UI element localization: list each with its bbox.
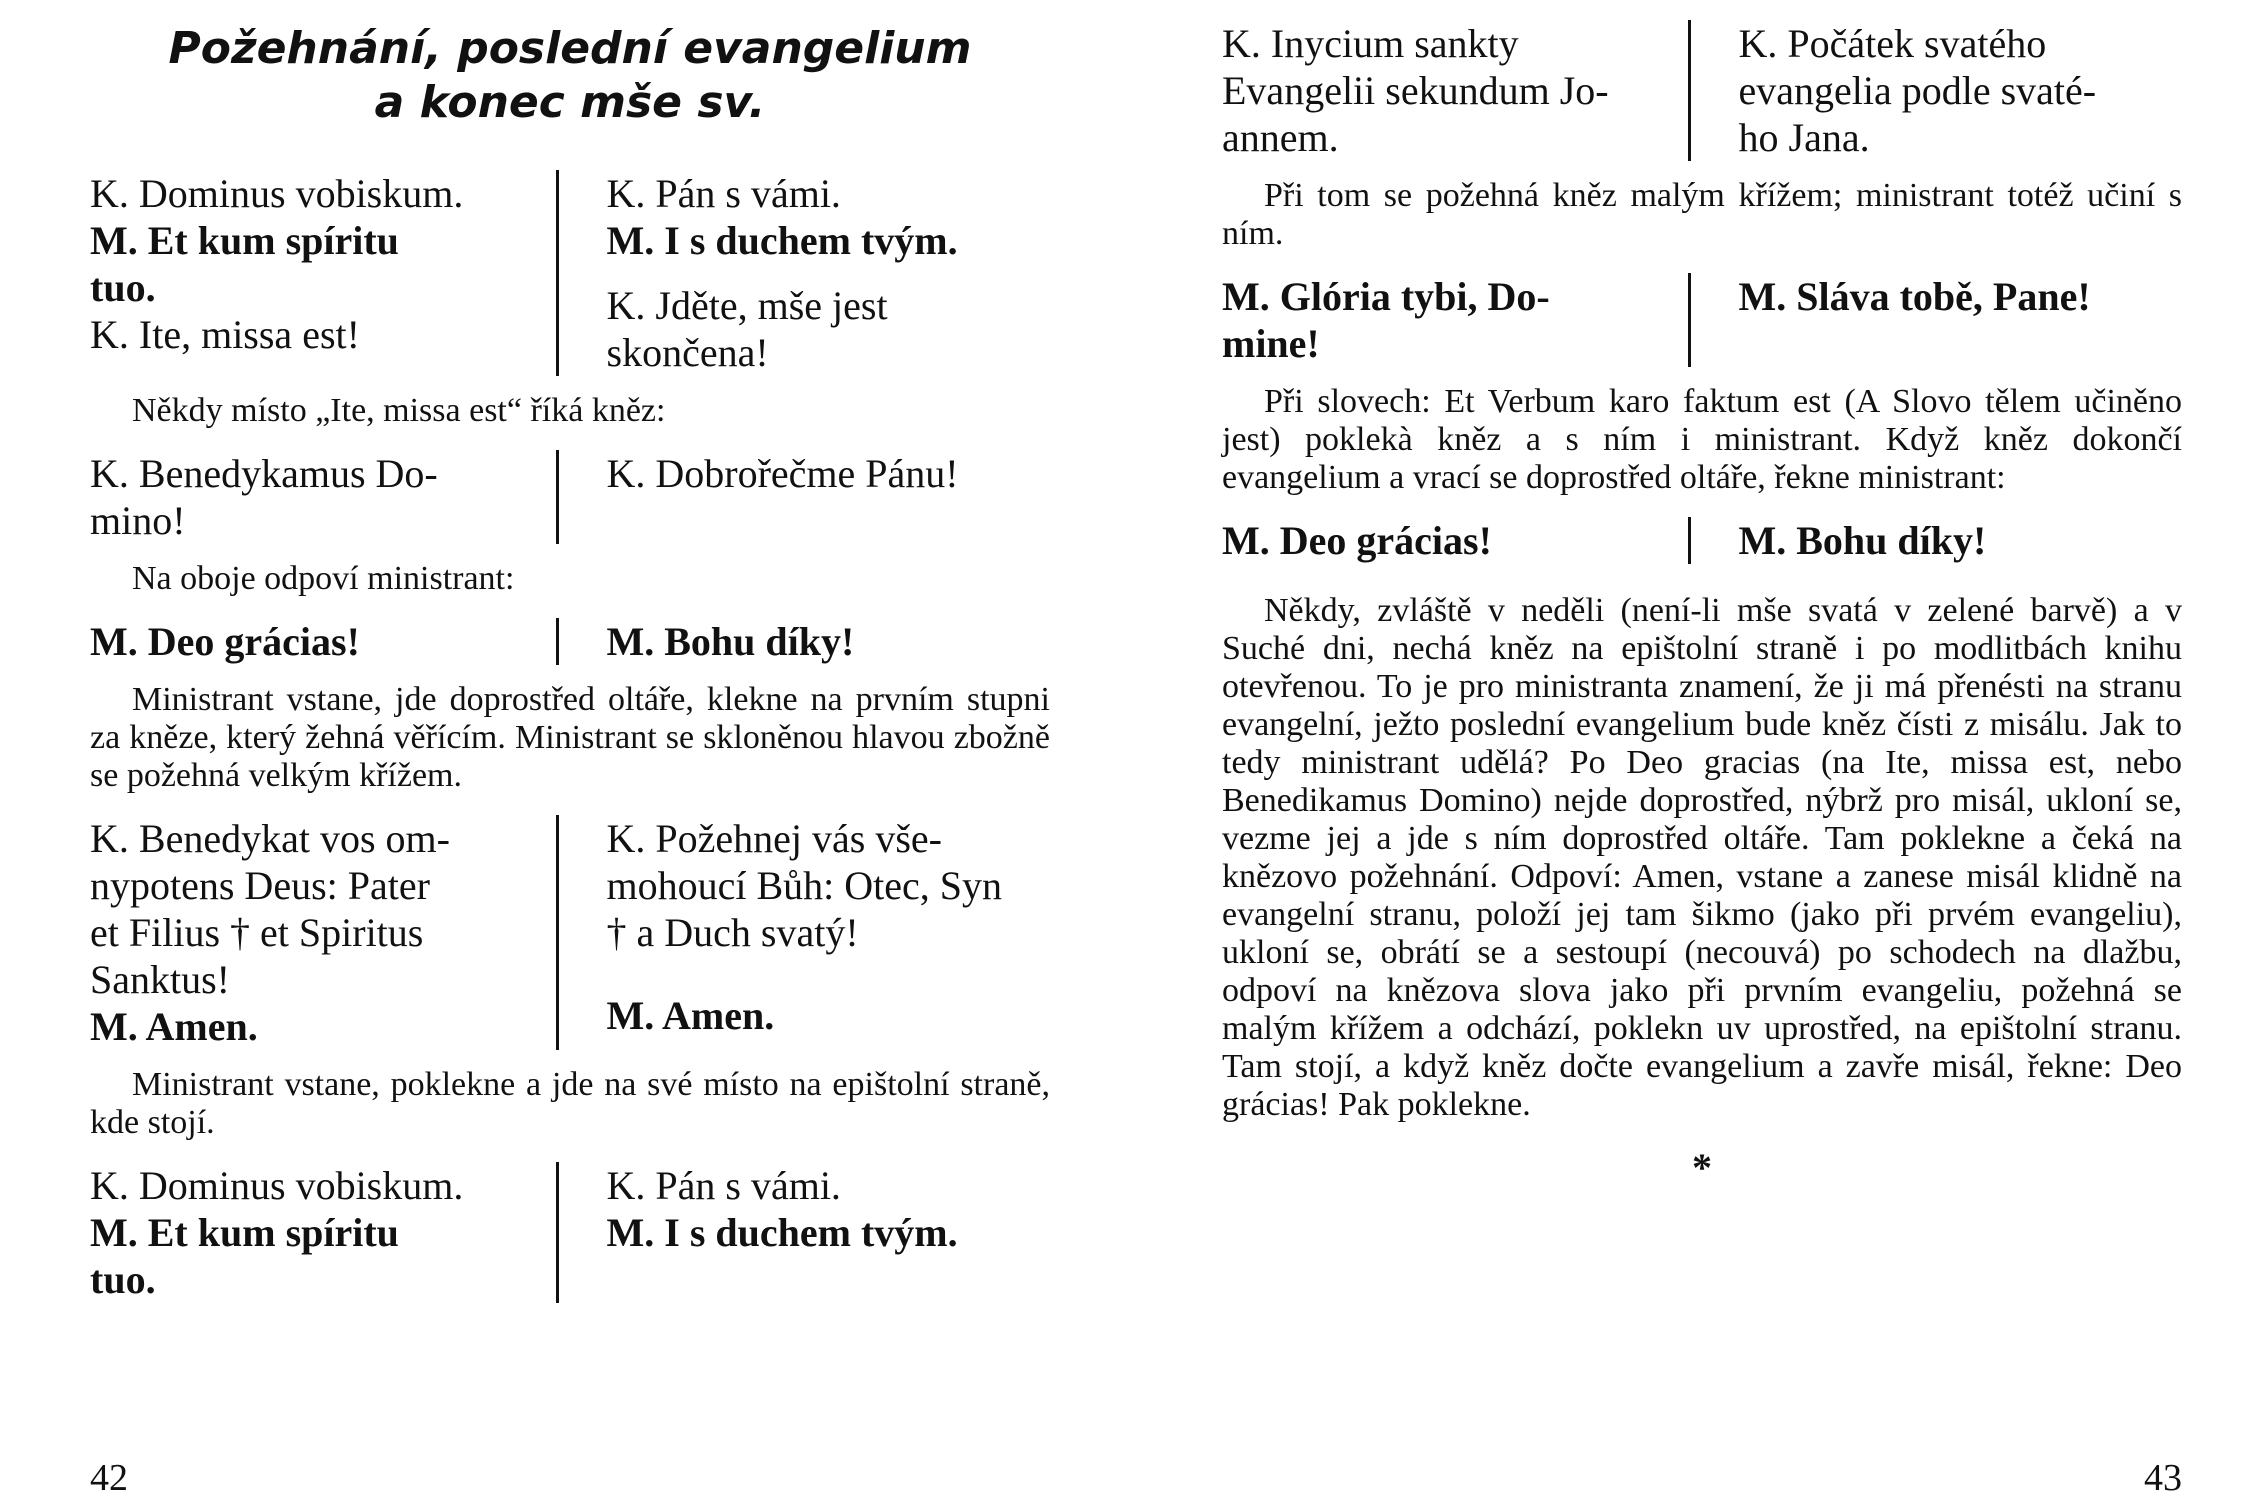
- right-page: [1222, 0, 2182, 1500]
- latin-line: K. Dominus vobiskum.: [90, 1163, 464, 1208]
- rubric-text: Na oboje odpoví ministrant:: [132, 560, 515, 597]
- page-number: 42: [90, 1457, 128, 1499]
- dialogue-block-1: [1222, 20, 2182, 161]
- dialogue-block-3: [90, 618, 1050, 665]
- latin-response: M. Deo grácias!: [90, 619, 360, 664]
- latin-line: K. Dominus vobiskum.: [90, 171, 464, 216]
- latin-column: [1222, 273, 1688, 367]
- latin-column: [90, 1162, 556, 1303]
- rubric-text: Při slovech: Et Verbum karo faktum est (A Slovo tělem učiněno jest) poklekà kněz a s ním i ministrant. Když kněz dokončí evangelium a vrací se doprostřed oltáře, řekne ministrant:: [1222, 383, 2182, 496]
- czech-line: mohoucí Bůh: Otec, Syn: [606, 863, 1003, 908]
- latin-line: et Filius † et Spiritus: [90, 910, 424, 955]
- rubric-text: Ministrant vstane, jde doprostřed oltáře, klekne na prvním stupni za kněze, který žehná věřícím. Ministrant se skloněnou hlavou zbožně se požehná velkým křížem.: [90, 681, 1050, 794]
- latin-response: M. Deo grácias!: [1222, 518, 1492, 563]
- czech-line: M. Amen.: [606, 993, 775, 1038]
- czech-line: ho Jana.: [1738, 115, 1870, 160]
- rubric-text: Ministrant vstane, poklekne a jde na své místo na epištolní straně, kde stojí.: [90, 1066, 1050, 1141]
- czech-line: evangelia podle svaté-: [1738, 68, 2097, 113]
- czech-line: K. Počátek svatého: [1738, 21, 2047, 66]
- latin-line: K. Benedykamus Do-: [90, 451, 438, 496]
- latin-line: M. Amen.: [90, 1004, 258, 1049]
- dialogue-block-1: [90, 170, 1050, 376]
- latin-line: K. Inycium sankty: [1222, 21, 1519, 66]
- latin-line: Evangelii sekundum Jo-: [1222, 68, 1609, 113]
- czech-column: [559, 815, 1051, 1050]
- section-title: [90, 22, 1050, 130]
- czech-line: K. Pán s vámi.: [606, 171, 841, 216]
- czech-line: K. Pán s vámi.: [606, 1163, 841, 1208]
- latin-column: [1222, 20, 1688, 161]
- title-line-2: a konec mše sv.: [374, 77, 766, 128]
- latin-column: [90, 170, 556, 376]
- latin-line: tuo.: [90, 265, 156, 310]
- latin-line: M. Et kum spíritu: [90, 218, 399, 263]
- title-line-1: Požehnání, poslední evangelium: [168, 23, 972, 74]
- czech-line: M. Sláva tobě, Pane!: [1738, 274, 2091, 319]
- czech-response: M. Bohu díky!: [606, 619, 855, 664]
- page-number: 43: [2144, 1457, 2182, 1499]
- rubric-text: Někdy místo „Ite, missa est“ říká kněz:: [132, 392, 666, 429]
- czech-line: K. Dobrořečme Pánu!: [606, 451, 959, 496]
- czech-column: [1691, 20, 2183, 161]
- latin-column: [90, 450, 556, 544]
- czech-column: [559, 450, 1051, 544]
- latin-line: mine!: [1222, 321, 1320, 366]
- czech-column: [559, 170, 1051, 376]
- dialogue-block-2: [1222, 273, 2182, 367]
- latin-line: annem.: [1222, 115, 1339, 160]
- dialogue-block-2: [90, 450, 1050, 544]
- czech-line: M. I s duchem tvým.: [606, 1210, 958, 1255]
- dialogue-block-3: [1222, 517, 2182, 564]
- rubric-text: Při tom se požehná kněz malým křížem; ministrant totéž učiní s ním.: [1222, 177, 2182, 252]
- czech-line: K. Požehnej vás vše-: [606, 816, 942, 861]
- czech-response: M. Bohu díky!: [1738, 518, 1987, 563]
- dialogue-block-5: [90, 1162, 1050, 1303]
- latin-line: K. Ite, missa est!: [90, 312, 360, 357]
- section-end-asterisk: *: [1692, 1145, 1712, 1190]
- rubric-text: Někdy, zvláště v neděli (není-li mše svatá v zelené barvě) a v Suché dni, nechá kněz na epištolní straně i po modlitbách knihu otevřenou. To je pro ministranta znamení, že ji má přenésti na stranu evangelní, ježto poslední evangelium bude kněz čísti z misálu. Jak to tedy ministrant udělá? Po Deo gracias (na Ite, missa est, nebo Benedikamus Domino) nejde doprostřed, nýbrž pro misál, ukloní se, vezme jej a jde s ním doprostřed oltáře. Tam poklekne a čeká na knězovo požehnání. Odpoví: Amen, vstane a zanese misál klidně na evangelní stranu, položí jej tam šikmo (jako při prvém evangeliu), ukloní se, obrátí se a sestoupí (necouvá) po schodech na dlažbu, odpoví na knězova slova jako při prvním evangeliu, požehná se malým křížem a odchází, poklekn uv uprostřed, na epištolní stranu. Tam stojí, a když kněz dočte evangelium a zavře misál, řekne: Deo grácias! Pak poklekne.: [1222, 592, 2182, 1123]
- latin-line: nypotens Deus: Pater: [90, 863, 430, 908]
- czech-column: [559, 1162, 1051, 1303]
- latin-column: [90, 815, 556, 1050]
- dialogue-block-4: [90, 815, 1050, 1050]
- latin-line: M. Et kum spíritu: [90, 1210, 399, 1255]
- czech-line: † a Duch svatý!: [606, 910, 859, 955]
- czech-line: K. Jděte, mše jest: [606, 283, 888, 328]
- czech-column: [1691, 273, 2183, 367]
- latin-line: mino!: [90, 498, 186, 543]
- left-page: [90, 0, 1050, 1500]
- czech-line: skončena!: [606, 330, 769, 375]
- latin-line: M. Glória tybi, Do-: [1222, 274, 1550, 319]
- latin-line: K. Benedykat vos om-: [90, 816, 450, 861]
- latin-line: tuo.: [90, 1257, 156, 1302]
- czech-line: M. I s duchem tvým.: [606, 218, 958, 263]
- latin-line: Sanktus!: [90, 957, 230, 1002]
